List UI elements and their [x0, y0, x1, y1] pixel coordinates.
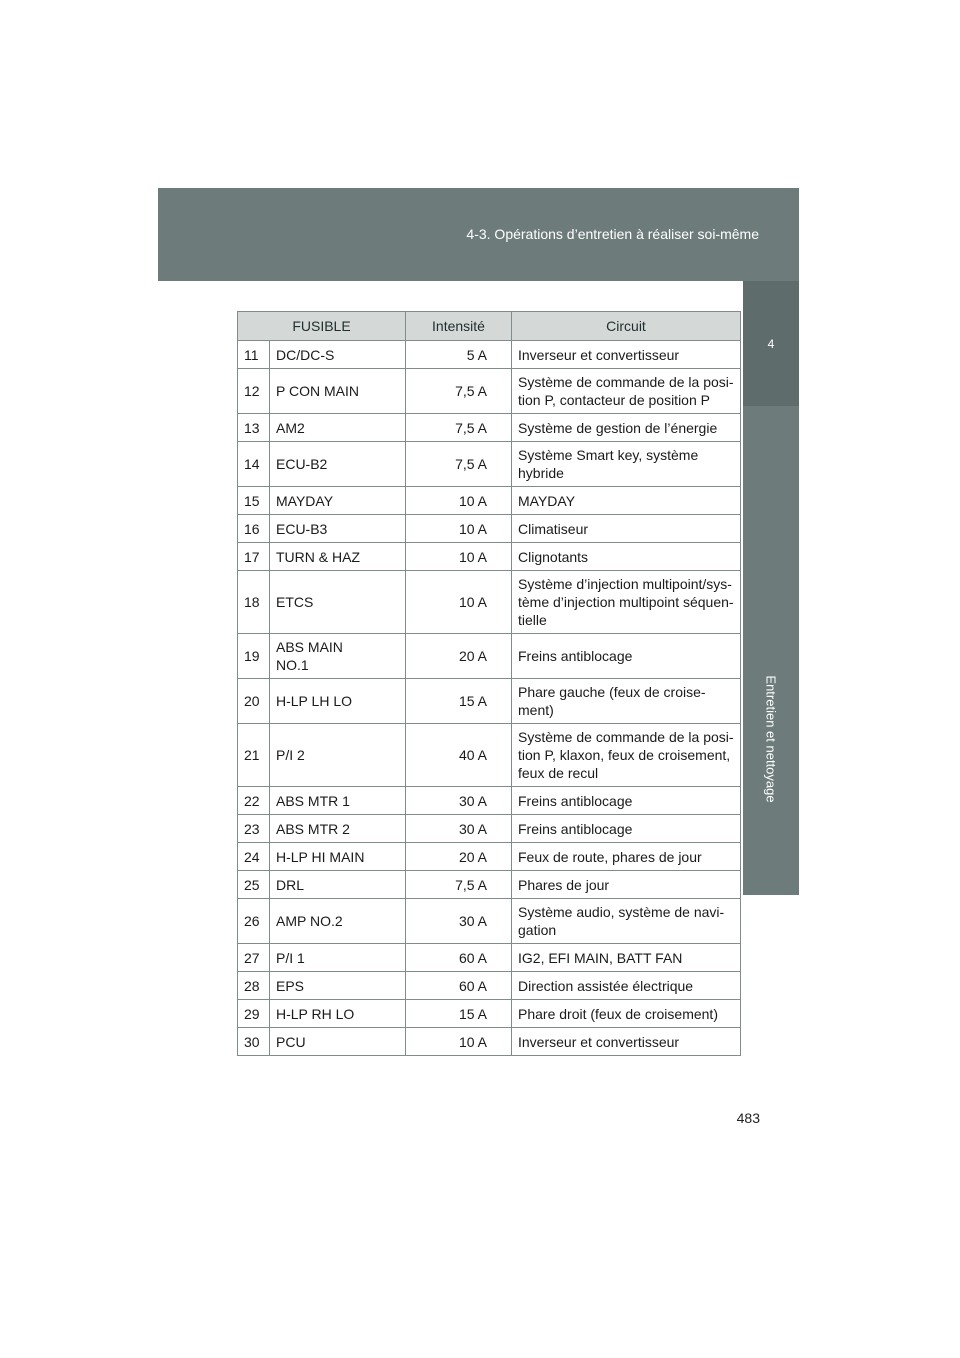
- fuse-name-cell: EPS: [270, 972, 406, 1000]
- table-row: [238, 1028, 741, 1056]
- table-row: [238, 515, 741, 543]
- amperage-cell: 10 A: [406, 543, 512, 571]
- fuse-number-cell: 12: [238, 369, 270, 414]
- circuit-cell: Freins antiblocage: [512, 787, 741, 815]
- chapter-title: Entretien et nettoyage: [763, 675, 779, 803]
- fuse-name-cell: ABS MTR 1: [270, 787, 406, 815]
- fuse-name-cell: P CON MAIN: [270, 369, 406, 414]
- amperage-cell: 10 A: [406, 515, 512, 543]
- table-header-row: [238, 312, 741, 341]
- fuse-number-cell: 16: [238, 515, 270, 543]
- table-row: [238, 487, 741, 515]
- circuit-cell: Direction assistée électrique: [512, 972, 741, 1000]
- circuit-cell: Freins antiblocage: [512, 815, 741, 843]
- fuse-name-cell: P/I 2: [270, 724, 406, 787]
- fuse-name-cell: MAYDAY: [270, 487, 406, 515]
- table-row: [238, 571, 741, 634]
- amperage-cell: 10 A: [406, 487, 512, 515]
- fuse-number-cell: 19: [238, 634, 270, 679]
- fuse-name-cell: DC/DC-S: [270, 341, 406, 369]
- amperage-cell: 5 A: [406, 341, 512, 369]
- table-row: [238, 679, 741, 724]
- fuse-name-cell: ECU-B2: [270, 442, 406, 487]
- amperage-cell: 10 A: [406, 1028, 512, 1056]
- table-row: [238, 369, 741, 414]
- circuit-cell: Climatiseur: [512, 515, 741, 543]
- fuse-number-cell: 15: [238, 487, 270, 515]
- table-row: [238, 414, 741, 442]
- column-header-intensite: Intensité: [406, 312, 512, 341]
- table-row: [238, 1000, 741, 1028]
- chapter-number-box: [743, 281, 799, 406]
- amperage-cell: 15 A: [406, 1000, 512, 1028]
- fuse-number-cell: 28: [238, 972, 270, 1000]
- fuse-name-cell: H-LP RH LO: [270, 1000, 406, 1028]
- table-row: [238, 843, 741, 871]
- circuit-cell: Système de commande de la posi- tion P, contacteur de position P: [512, 369, 741, 414]
- table-row: [238, 442, 741, 487]
- circuit-cell: Freins antiblocage: [512, 634, 741, 679]
- amperage-cell: 7,5 A: [406, 369, 512, 414]
- fuse-number-cell: 17: [238, 543, 270, 571]
- table-row: [238, 634, 741, 679]
- amperage-cell: 10 A: [406, 571, 512, 634]
- table-row: [238, 972, 741, 1000]
- table-row: [238, 543, 741, 571]
- fuse-name-cell: ECU-B3: [270, 515, 406, 543]
- circuit-cell: Système Smart key, système hybride: [512, 442, 741, 487]
- fuse-name-cell: DRL: [270, 871, 406, 899]
- circuit-cell: Phares de jour: [512, 871, 741, 899]
- page-number: 483: [736, 1110, 760, 1126]
- fuse-name-cell: ETCS: [270, 571, 406, 634]
- fuse-name-cell: PCU: [270, 1028, 406, 1056]
- section-title: 4-3. Opérations d’entretien à réaliser soi-même: [466, 226, 759, 242]
- fuse-name-cell: H-LP LH LO: [270, 679, 406, 724]
- table-row: [238, 815, 741, 843]
- fuse-number-cell: 14: [238, 442, 270, 487]
- table-row: [238, 787, 741, 815]
- amperage-cell: 20 A: [406, 843, 512, 871]
- fuse-table: [237, 311, 741, 1056]
- fuse-name-cell: TURN & HAZ: [270, 543, 406, 571]
- circuit-cell: Système de gestion de l’énergie: [512, 414, 741, 442]
- circuit-cell: Phare droit (feux de croisement): [512, 1000, 741, 1028]
- table-row: [238, 899, 741, 944]
- table-row: [238, 944, 741, 972]
- fuse-name-cell: ABS MTR 2: [270, 815, 406, 843]
- table-row: [238, 871, 741, 899]
- column-header-circuit: Circuit: [512, 312, 741, 341]
- circuit-cell: MAYDAY: [512, 487, 741, 515]
- table-row: [238, 724, 741, 787]
- fuse-number-cell: 18: [238, 571, 270, 634]
- amperage-cell: 20 A: [406, 634, 512, 679]
- amperage-cell: 40 A: [406, 724, 512, 787]
- table-row: [238, 341, 741, 369]
- circuit-cell: Feux de route, phares de jour: [512, 843, 741, 871]
- circuit-cell: Inverseur et convertisseur: [512, 1028, 741, 1056]
- amperage-cell: 30 A: [406, 899, 512, 944]
- table-body: [238, 341, 741, 1056]
- fuse-number-cell: 29: [238, 1000, 270, 1028]
- circuit-cell: IG2, EFI MAIN, BATT FAN: [512, 944, 741, 972]
- circuit-cell: Phare gauche (feux de croise- ment): [512, 679, 741, 724]
- fuse-number-cell: 26: [238, 899, 270, 944]
- amperage-cell: 30 A: [406, 787, 512, 815]
- amperage-cell: 7,5 A: [406, 871, 512, 899]
- column-header-fusible: FUSIBLE: [238, 312, 406, 341]
- fuse-name-cell: AMP NO.2: [270, 899, 406, 944]
- chapter-side-tab: [743, 281, 799, 895]
- fuse-number-cell: 23: [238, 815, 270, 843]
- fuse-number-cell: 13: [238, 414, 270, 442]
- fuse-name-cell: H-LP HI MAIN: [270, 843, 406, 871]
- fuse-number-cell: 22: [238, 787, 270, 815]
- circuit-cell: Inverseur et convertisseur: [512, 341, 741, 369]
- amperage-cell: 7,5 A: [406, 442, 512, 487]
- section-header: [158, 188, 799, 281]
- amperage-cell: 60 A: [406, 972, 512, 1000]
- fuse-number-cell: 24: [238, 843, 270, 871]
- fuse-number-cell: 27: [238, 944, 270, 972]
- fuse-number-cell: 25: [238, 871, 270, 899]
- amperage-cell: 60 A: [406, 944, 512, 972]
- fuse-name-cell: P/I 1: [270, 944, 406, 972]
- fuse-number-cell: 11: [238, 341, 270, 369]
- fuse-name-cell: AM2: [270, 414, 406, 442]
- amperage-cell: 15 A: [406, 679, 512, 724]
- fuse-number-cell: 21: [238, 724, 270, 787]
- circuit-cell: Système audio, système de navi- gation: [512, 899, 741, 944]
- fuse-number-cell: 20: [238, 679, 270, 724]
- circuit-cell: Système de commande de la posi- tion P, klaxon, feux de croisement, feux de recul: [512, 724, 741, 787]
- chapter-number: 4: [767, 336, 775, 351]
- circuit-cell: Clignotants: [512, 543, 741, 571]
- fuse-name-cell: ABS MAIN NO.1: [270, 634, 406, 679]
- amperage-cell: 7,5 A: [406, 414, 512, 442]
- fuse-number-cell: 30: [238, 1028, 270, 1056]
- circuit-cell: Système d’injection multipoint/sys- tème d’injection multipoint séquen- tielle: [512, 571, 741, 634]
- amperage-cell: 30 A: [406, 815, 512, 843]
